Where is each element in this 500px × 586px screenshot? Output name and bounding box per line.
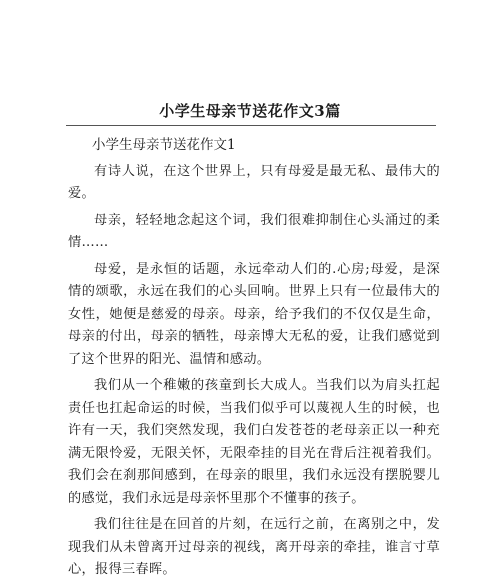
paragraph-3: 母爱，是永恒的话题，永远牵动人们的.心房;母爱，是深情的颂歌，永远在我们的心头回响。世界上只有一位最伟大的女性，她便是慈爱的母亲。母亲，给予我们的不仅仅是生命，母亲的付出，母亲的牺牲，母亲博大无私的爱，让我们感觉到了这个世界的阳光、温情和感动。 — [68, 261, 440, 367]
document-title: 小学生母亲节送花作文3篇 — [159, 102, 341, 120]
title-underline — [66, 125, 436, 126]
document-body — [68, 134, 440, 586]
paragraph-5: 我们往往是在回首的片刻，在远行之前，在离别之中，发现我们从未曾离开过母亲的视线，离开母亲的牵挂，谁言寸草心，报得三春晖。 — [68, 517, 440, 577]
paragraph-2: 母亲，轻轻地念起这个词，我们很难抑制住心头涌过的柔情…… — [68, 212, 440, 250]
paragraph-4: 我们从一个稚嫩的孩童到长大成人。当我们以为肩头扛起责任也扛起命运的时候，当我们似乎可以蔑视人生的时候，也许有一天，我们突然发现，我们白发苍苍的老母亲正以一种充满无限怜爱，无限关怀，无限牵挂的目光在背后注视着我们。我们会在刹那间感到，在母亲的眼里，我们永远没有摆脱婴儿的感觉，我们永远是母亲怀里那个不懂事的孩子。 — [68, 378, 440, 506]
section-subtitle: 小学生母亲节送花作文1 — [92, 137, 236, 153]
paragraph-1: 有诗人说，在这个世界上，只有母爱是最无私、最伟大的爱。 — [68, 163, 440, 201]
